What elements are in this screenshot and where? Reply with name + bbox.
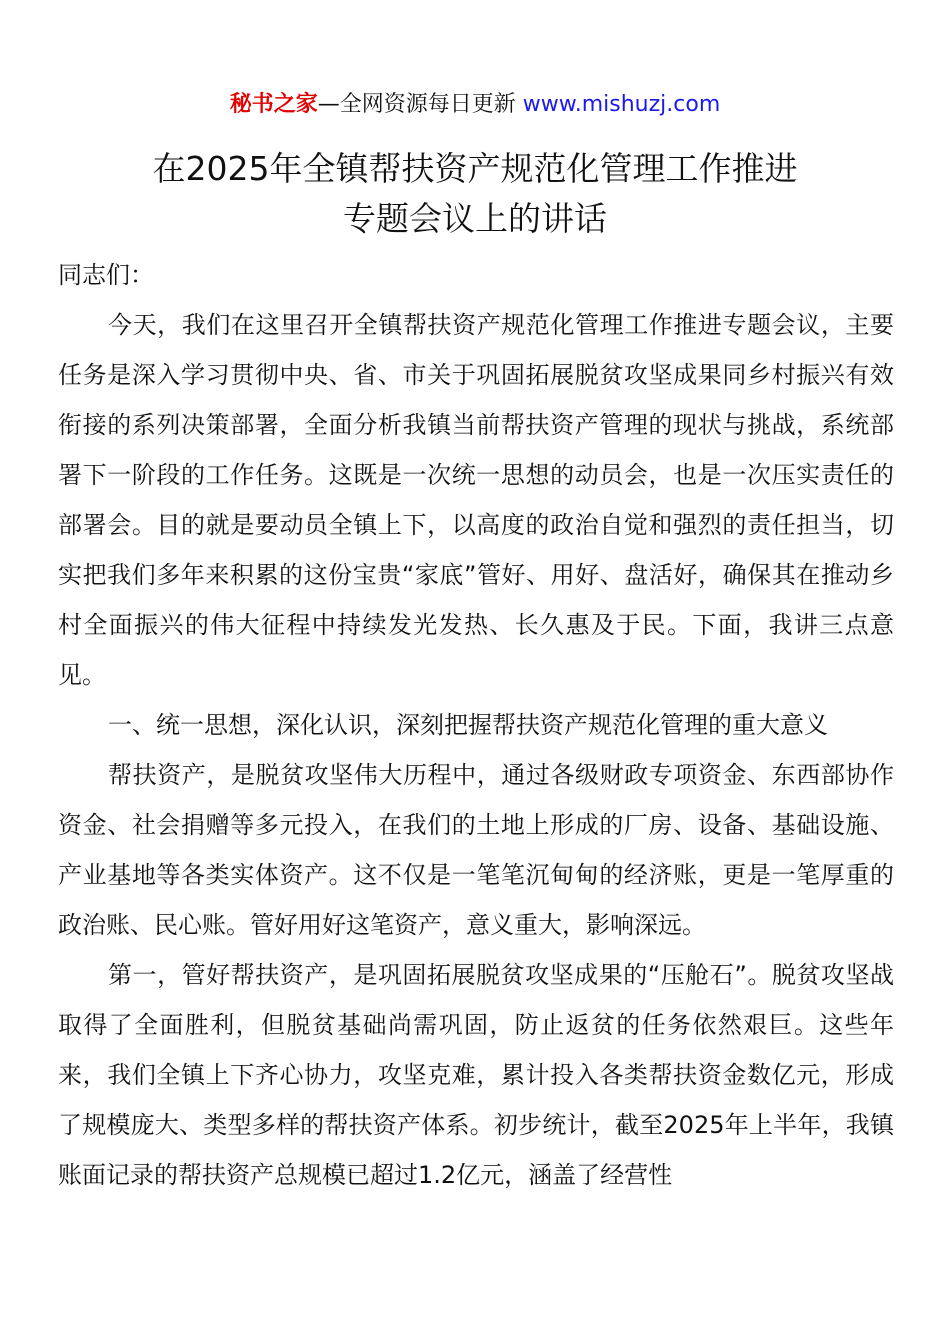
document-body [58, 250, 894, 1200]
paragraph-assets: 帮扶资产，是脱贫攻坚伟大历程中，通过各级财政专项资金、东西部协作资金、社会捐赠等多元投入，在我们的土地上形成的厂房、设备、基础设施、产业基地等各类实体资产。这不仅是一笔笔沉甸甸的经济账，更是一笔厚重的政治账、民心账。管好用好这笔资产，意义重大，影响深远。 [58, 761, 894, 939]
document-title-line-2: 专题会议上的讲话 [343, 199, 607, 238]
section-heading-1: 一、统一思想，深化认识，深刻把握帮扶资产规范化管理的重大意义 [108, 711, 828, 739]
brand-name: 秘书之家 [229, 92, 318, 117]
salutation: 同志们： [58, 261, 154, 289]
paragraph-point-1: 第一，管好帮扶资产，是巩固拓展脱贫攻坚成果的“压舱石”。脱贫攻坚战取得了全面胜利，但脱贫基础尚需巩固，防止返贫的任务依然艰巨。这些年来，我们全镇上下齐心协力，攻坚克难，累计投入各类帮扶资金数亿元，形成了规模庞大、类型多样的帮扶资产体系。初步统计，截至2025年上半年，我镇账面记录的帮扶资产总规模已超过1.2亿元，涵盖了经营性 [58, 961, 894, 1189]
site-url-link[interactable]: www.mishuzj.com [522, 92, 721, 117]
site-header [0, 88, 950, 122]
paragraph-intro: 今天，我们在这里召开全镇帮扶资产规范化管理工作推进专题会议，主要任务是深入学习贯彻中央、省、市关于巩固拓展脱贫攻坚成果同乡村振兴有效衔接的系列决策部署，全面分析我镇当前帮扶资产管理的现状与挑战，系统部署下一阶段的工作任务。这既是一次统一思想的动员会，也是一次压实责任的部署会。目的就是要动员全镇上下，以高度的政治自觉和强烈的责任担当，切实把我们多年来积累的这份宝贵“家底”管好、用好、盘活好，确保其在推动乡村全面振兴的伟大征程中持续发光发热、长久惠及于民。下面，我讲三点意见。 [58, 311, 894, 689]
document-title-line-1: 在2025年全镇帮扶资产规范化管理工作推进 [152, 149, 798, 188]
header-slogan: —全网资源每日更新 [317, 92, 516, 117]
